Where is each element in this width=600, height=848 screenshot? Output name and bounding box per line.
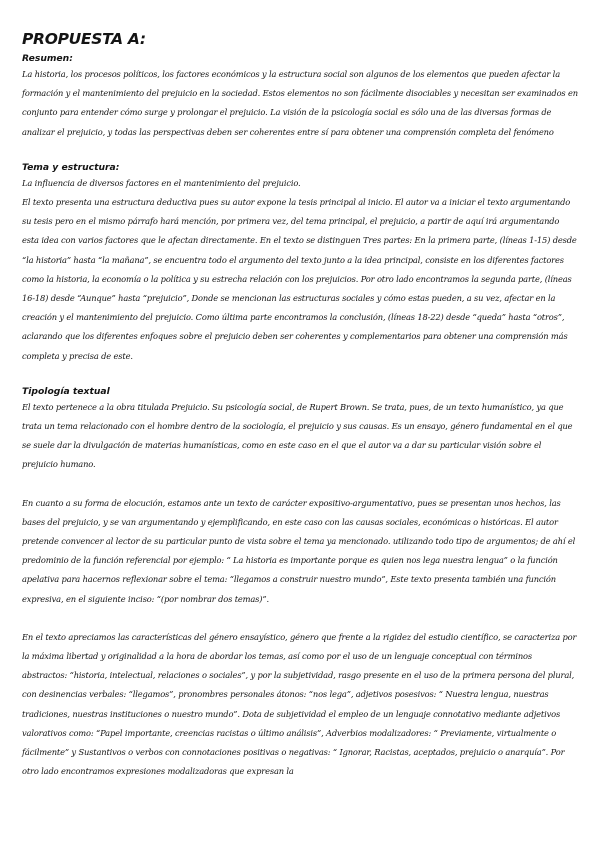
section-resumen: [22, 52, 578, 142]
section-heading-tipologia: Tipología textual: [22, 385, 110, 397]
section-heading-tema: Tema y estructura:: [22, 161, 120, 173]
section-heading-resumen: Resumen:: [22, 53, 73, 64]
estructura-paragraph: El texto presenta una estructura deductiva pues su autor expone la tesis principal al inicio. El autor va a iniciar el texto argumentando su tesis pero en el mismo párrafo hará mención, por primera vez, del tema principal, el prejuicio, a partir de aquí irá argumentando esta idea con varios factores que le afectan directamente. En el texto se distinguen Tres partes: En la primera parte, (líneas 1-15) desde “la historia” hasta “la mañana”, se encuentra todo el argumento del texto junto a la idea principal, consiste en los diferentes factores como la historia, la economía o la política y su estrecha relación con los prejuicios. Por otro lado encontramos la segunda parte, (líneas 16-18) desde “Aunque” hasta “prejuicio”, Donde se mencionan las estructuras sociales y cómo estas pueden, a su vez, afectar en la creación y el mantenimiento del prejuicio. Como última parte encontramos la conclusión, (líneas 18-22) desde “queda” hasta “otros”, aclarando que los diferentes enfoques sobre el prejuicio deben ser coherentes y complementarios para obtener una comprensión más completa y precisa de este.: [22, 197, 577, 361]
tipologia-paragraph-1: El texto pertenece a la obra titulada Prejuicio. Su psicología social, de Rupert Brown. Se trata, pues, de un texto humanístico, ya que trata un tema relacionado con el hombre dentro de la sociología, el prejuicio y sus causas. Es un ensayo, género fundamental en el que se suele dar la divulgación de materias humanísticas, como en este caso en el que el autor va a dar su particular visión sobre el prejuicio humano.: [22, 401, 573, 470]
section-tipologia: [22, 385, 578, 782]
tipologia-paragraph-3: En el texto apreciamos las características del género ensayístico, género que frente a la rigidez del estudio científico, se caracteriza por la máxima libertad y originalidad a la hora de abordar los temas, así como por el uso de un lenguaje conceptual con términos abstractos: “historia, intelectual, relaciones o sociales”, y por la subjetividad, rasgo presente en el uso de la primera persona del plural, con desinencias verbales: “llegamos”, pronombres personales átonos: “nos lega”, adjetivos posesivos: “ Nuestra lengua, nuestras tradiciones, nuestras instituciones o nuestro mundo”. Dota de subjetividad el empleo de un lenguaje connotativo mediante adjetivos valorativos como: “Papel importante, creencias racistas o último análisis”, Adverbios modalizadores: “ Previamente, virtualmente o fácilmente” y Sustantivos o verbos con connotaciones positivas o negativas: “ Ignorar, Racistas, aceptados, prejuicio o anarquía”. Por otro lado encontramos expresiones modalizadoras que expresan la: [22, 631, 577, 777]
resumen-paragraph: La historia, los procesos políticos, los factores económicos y la estructura social son algunos de los elementos que pueden afectar la formación y el mantenimiento del prejuicio en la sociedad. Estos elementos no son fácilmente disociables y necesitan ser examinados en conjunto para entender cómo surge y prolongar el prejuicio. La visión de la psicología social es sólo una de las diversas formas de analizar el prejuicio, y todas las perspectivas deben ser coherentes entre sí para obtener una comprensión completa del fenómeno: [22, 69, 578, 137]
document-title: PROPUESTA A:: [22, 30, 146, 48]
tema-subheading: La influencia de diversos factores en el mantenimiento del prejuicio.: [22, 177, 301, 188]
section-tema-estructura: [22, 161, 578, 366]
tipologia-paragraph-2: En cuanto a su forma de elocución, estamos ante un texto de carácter expositivo-argumentativo, pues se presentan unos hechos, las bases del prejuicio, y se van argumentando y ejemplificando, en este caso con las causas sociales, económicas o históricas. El autor pretende convencer al lector de su particular punto de vista sobre el tema ya mencionado. utilizando todo tipo de argumentos; de ahí el predominio de la función referencial por ejemplo: “ La historia es importante porque es quien nos lega nuestra lengua” o la función apelativa para hacernos reflexionar sobre el tema: “llegamos a construir nuestro mundo”, Este texto presenta también una función expresiva, en el siguiente inciso: “(por nombrar dos temas)”.: [22, 497, 576, 604]
